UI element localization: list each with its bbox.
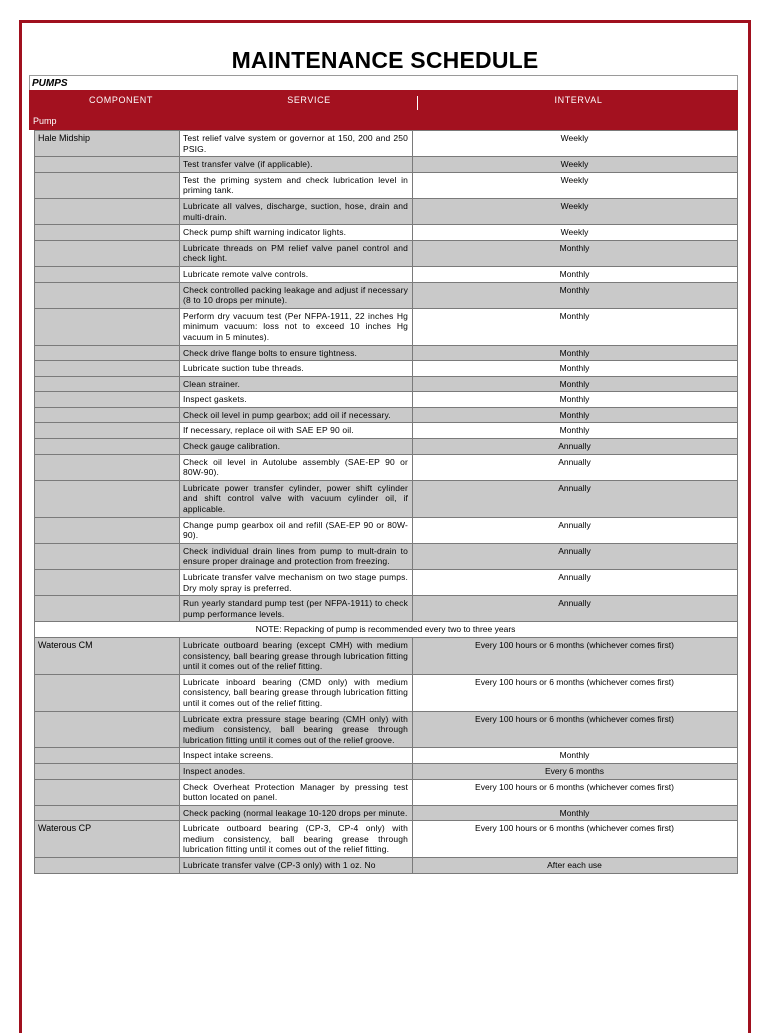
service-cell: Lubricate transfer valve mechanism on two stage pumps. Dry moly spray is preferred. <box>180 570 413 596</box>
interval-cell: Monthly <box>413 376 738 392</box>
interval-cell: Annually <box>413 543 738 569</box>
service-cell: Inspect anodes. <box>180 763 413 779</box>
interval-cell: Every 100 hours or 6 months (whichever comes first) <box>413 779 738 805</box>
interval-cell: Every 6 months <box>413 763 738 779</box>
service-cell: Test relief valve system or governor at 150, 200 and 250 PSIG. <box>180 131 413 157</box>
schedule-table <box>34 130 738 874</box>
component-cell <box>35 480 180 517</box>
table-row <box>35 361 738 377</box>
component-cell <box>35 454 180 480</box>
component-cell <box>35 763 180 779</box>
interval-cell: Annually <box>413 480 738 517</box>
interval-cell: Monthly <box>413 361 738 377</box>
table-row <box>35 454 738 480</box>
service-cell: Check packing (normal leakage 10-120 drops per minute. <box>180 805 413 821</box>
section-label: PUMPS <box>29 75 738 90</box>
interval-cell: Weekly <box>413 225 738 241</box>
interval-cell: Weekly <box>413 198 738 224</box>
interval-cell: Weekly <box>413 172 738 198</box>
table-row <box>35 805 738 821</box>
service-cell: Test the priming system and check lubrication level in priming tank. <box>180 172 413 198</box>
page-title: MAINTENANCE SCHEDULE <box>231 47 539 73</box>
service-cell: Inspect intake screens. <box>180 748 413 764</box>
table-row <box>35 748 738 764</box>
service-cell: Lubricate threads on PM relief valve panel control and check light. <box>180 240 413 266</box>
component-cell <box>35 423 180 439</box>
component-cell <box>35 407 180 423</box>
component-cell <box>35 157 180 173</box>
service-cell: Lubricate suction tube threads. <box>180 361 413 377</box>
table-row <box>35 225 738 241</box>
component-cell: Waterous CM <box>35 637 180 674</box>
page-frame <box>19 20 751 1033</box>
component-cell <box>35 376 180 392</box>
interval-cell: Annually <box>413 454 738 480</box>
table-row <box>35 763 738 779</box>
interval-cell: Annually <box>413 517 738 543</box>
interval-cell: Monthly <box>413 266 738 282</box>
component-cell <box>35 392 180 408</box>
component-cell <box>35 345 180 361</box>
table-row <box>35 240 738 266</box>
table-row <box>35 779 738 805</box>
service-cell: Lubricate transfer valve (CP-3 only) with 1 oz. No <box>180 858 413 874</box>
service-cell: Inspect gaskets. <box>180 392 413 408</box>
header-component: COMPONENT <box>89 95 153 105</box>
component-cell <box>35 266 180 282</box>
component-cell <box>35 240 180 266</box>
component-cell: Hale Midship <box>35 131 180 157</box>
table-row <box>35 596 738 622</box>
component-cell <box>35 543 180 569</box>
interval-cell: Annually <box>413 596 738 622</box>
interval-cell: Weekly <box>413 131 738 157</box>
service-cell: If necessary, replace oil with SAE EP 90 oil. <box>180 423 413 439</box>
component-cell <box>35 172 180 198</box>
interval-cell: Monthly <box>413 392 738 408</box>
header-interval: INTERVAL <box>554 95 603 105</box>
table-row <box>35 543 738 569</box>
table-row <box>35 172 738 198</box>
component-cell <box>35 361 180 377</box>
interval-cell: Monthly <box>413 423 738 439</box>
interval-cell: Weekly <box>413 157 738 173</box>
interval-cell: Monthly <box>413 308 738 345</box>
component-cell <box>35 674 180 711</box>
service-cell: Check controlled packing leakage and adjust if necessary (8 to 10 drops per minute). <box>180 282 413 308</box>
interval-cell: Monthly <box>413 282 738 308</box>
service-cell: Lubricate inboard bearing (CMD only) with medium consistency, ball bearing grease through lubrication fitting until it comes out of the relief fitting. <box>180 674 413 711</box>
interval-cell: After each use <box>413 858 738 874</box>
table-row <box>35 439 738 455</box>
table-row <box>35 376 738 392</box>
interval-cell: Every 100 hours or 6 months (whichever comes first) <box>413 711 738 748</box>
service-cell: Check gauge calibration. <box>180 439 413 455</box>
component-cell <box>35 198 180 224</box>
header-service: SERVICE <box>287 95 331 105</box>
interval-cell: Every 100 hours or 6 months (whichever comes first) <box>413 637 738 674</box>
interval-cell: Annually <box>413 570 738 596</box>
interval-cell: Monthly <box>413 345 738 361</box>
header-divider <box>417 96 418 110</box>
service-cell: Check drive flange bolts to ensure tightness. <box>180 345 413 361</box>
component-cell <box>35 748 180 764</box>
table-row <box>35 674 738 711</box>
table-row <box>35 345 738 361</box>
table-row <box>35 423 738 439</box>
service-cell: Clean strainer. <box>180 376 413 392</box>
service-cell: Change pump gearbox oil and refill (SAE-EP 90 or 80W-90). <box>180 517 413 543</box>
service-cell: Lubricate extra pressure stage bearing (CMH only) with medium consistency, ball bearing grease through lubrication fitting until it comes out of the relief groove. <box>180 711 413 748</box>
interval-cell: Monthly <box>413 805 738 821</box>
table-row <box>35 392 738 408</box>
table-row <box>35 821 738 858</box>
table-row <box>35 131 738 157</box>
table-row <box>35 711 738 748</box>
table-row <box>35 480 738 517</box>
service-cell: Test transfer valve (if applicable). <box>180 157 413 173</box>
interval-cell: Annually <box>413 439 738 455</box>
note-text: NOTE: Repacking of pump is recommended every two to three years <box>35 622 738 638</box>
interval-cell: Monthly <box>413 240 738 266</box>
component-cell <box>35 308 180 345</box>
note-row <box>35 622 738 638</box>
component-cell: Waterous CP <box>35 821 180 858</box>
interval-cell: Monthly <box>413 748 738 764</box>
service-cell: Lubricate power transfer cylinder, power shift cylinder and shift control valve with vacuum cylinder oil, if applicable. <box>180 480 413 517</box>
component-cell <box>35 805 180 821</box>
table-row <box>35 637 738 674</box>
service-cell: Perform dry vacuum test (Per NFPA-1911, 22 inches Hg minimum vacuum: loss not to exceed 10 inches Hg vacuum in 5 minutes). <box>180 308 413 345</box>
service-cell: Lubricate all valves, discharge, suction, hose, drain and multi-drain. <box>180 198 413 224</box>
component-cell <box>35 225 180 241</box>
table-row <box>35 198 738 224</box>
component-cell <box>35 439 180 455</box>
table-header <box>29 90 738 130</box>
component-cell <box>35 711 180 748</box>
group-label: Pump <box>33 116 57 126</box>
component-cell <box>35 779 180 805</box>
component-cell <box>35 570 180 596</box>
service-cell: Check Overheat Protection Manager by pressing test button located on panel. <box>180 779 413 805</box>
table-row <box>35 282 738 308</box>
component-cell <box>35 517 180 543</box>
interval-cell: Every 100 hours or 6 months (whichever comes first) <box>413 674 738 711</box>
service-cell: Lubricate outboard bearing (CP-3, CP-4 only) with medium consistency, ball bearing grease through lubrication fitting until it comes out of the relief fitting. <box>180 821 413 858</box>
service-cell: Check pump shift warning indicator lights. <box>180 225 413 241</box>
service-cell: Lubricate remote valve controls. <box>180 266 413 282</box>
table-row <box>35 517 738 543</box>
service-cell: Check oil level in Autolube assembly (SAE-EP 90 or 80W-90). <box>180 454 413 480</box>
service-cell: Run yearly standard pump test (per NFPA-1911) to check pump performance levels. <box>180 596 413 622</box>
table-row <box>35 308 738 345</box>
component-cell <box>35 596 180 622</box>
table-row <box>35 266 738 282</box>
component-cell <box>35 858 180 874</box>
service-cell: Check oil level in pump gearbox; add oil if necessary. <box>180 407 413 423</box>
table-row <box>35 157 738 173</box>
interval-cell: Monthly <box>413 407 738 423</box>
interval-cell: Every 100 hours or 6 months (whichever comes first) <box>413 821 738 858</box>
table-row <box>35 858 738 874</box>
table-row <box>35 570 738 596</box>
table-row <box>35 407 738 423</box>
component-cell <box>35 282 180 308</box>
service-cell: Check individual drain lines from pump to mult-drain to ensure proper drainage and protection from freezing. <box>180 543 413 569</box>
service-cell: Lubricate outboard bearing (except CMH) with medium consistency, ball bearing grease through lubrication fitting until it comes out of the relief fitting. <box>180 637 413 674</box>
